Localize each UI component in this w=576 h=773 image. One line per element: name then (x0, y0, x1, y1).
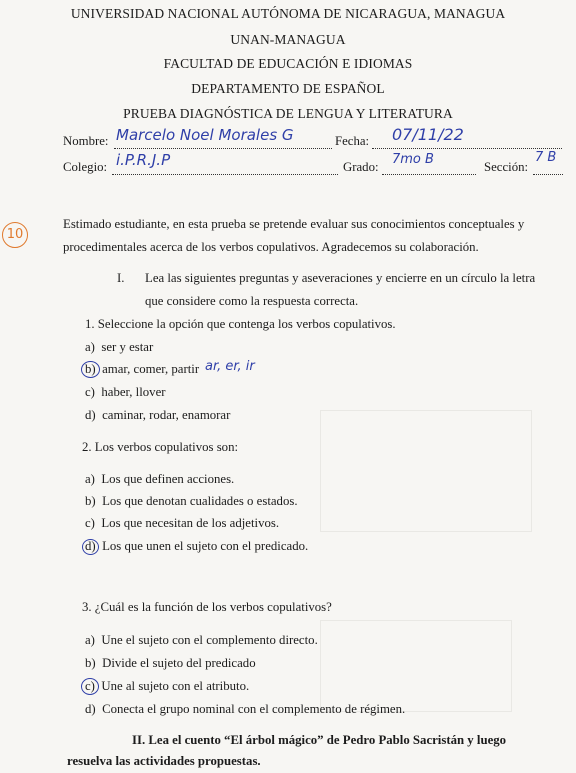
intro-line-2: procedimentales acerca de los verbos copulativos. Agradecemos su colaboración. (63, 240, 479, 254)
q3-option-b[interactable] (85, 656, 256, 671)
nombre-line (114, 148, 332, 149)
grade-mark: 10 (2, 222, 28, 248)
option-text: haber, llover (101, 385, 166, 399)
department-title: DEPARTAMENTO DE ESPAÑOL (191, 81, 385, 96)
option-letter: d) (85, 539, 96, 553)
section-2-line-2: resuelva las actividades propuestas. (67, 754, 261, 768)
option-letter: a) (85, 633, 95, 647)
option-letter: b) (85, 362, 96, 376)
option-text: Divide el sujeto del predicado (102, 656, 256, 670)
fecha-line (372, 148, 562, 149)
grado-line (382, 174, 476, 175)
option-letter: d) (85, 702, 96, 716)
q3-option-c[interactable] (85, 679, 249, 694)
option-text: Los que necesitan de los adjetivos. (101, 516, 280, 530)
section-1-line-2: que considere como la respuesta correcta. (145, 294, 359, 308)
exam-title: PRUEBA DIAGNÓSTICA DE LENGUA Y LITERATURA (123, 106, 453, 121)
option-letter: b) (85, 494, 96, 508)
colegio-value: i.P.R.J.P (116, 151, 171, 169)
nombre-label: Nombre: (63, 134, 109, 148)
section-1-line-1: Lea las siguientes preguntas y aseveraciones y encierre en un círculo la letra (145, 271, 536, 285)
option-letter: d) (85, 408, 96, 422)
q3-option-a[interactable] (85, 633, 318, 648)
option-letter: a) (85, 472, 95, 486)
option-letter: c) (85, 516, 95, 530)
option-text: Los que unen el sujeto con el predicado. (102, 539, 309, 553)
campus-title: UNAN-MANAGUA (230, 32, 346, 47)
colegio-line (112, 174, 338, 175)
nombre-value: Marcelo Noel Morales G (116, 126, 294, 144)
q3-prompt: 3. ¿Cuál es la función de los verbos copulativos? (82, 600, 332, 614)
option-letter: c) (85, 679, 95, 693)
option-text: Los que definen acciones. (101, 472, 235, 486)
bleed-through-box (320, 620, 512, 712)
option-text: Los que denotan cualidades o estados. (102, 494, 298, 508)
bleed-through-box (320, 410, 532, 532)
fecha-value: 07/11/22 (392, 125, 464, 144)
grado-value: 7mo B (392, 152, 434, 167)
colegio-label: Colegio: (63, 160, 108, 174)
q2-option-d[interactable] (85, 539, 308, 554)
seccion-label: Sección: (484, 160, 529, 174)
q1-option-b[interactable] (85, 362, 199, 377)
q2-option-b[interactable] (85, 494, 298, 509)
q2-option-a[interactable] (85, 472, 234, 487)
q1-option-d[interactable] (85, 408, 230, 423)
option-text: Une el sujeto con el complemento directo. (101, 633, 318, 647)
q1-option-c[interactable] (85, 385, 166, 400)
grado-label: Grado: (343, 160, 379, 174)
section-2-line-1: II. Lea el cuento “El árbol mágico” de Pedro Pablo Sacristán y luego (132, 733, 507, 747)
intro-line-1: Estimado estudiante, en esta prueba se pretende evaluar sus conocimientos conceptuales y (63, 217, 525, 231)
option-text: caminar, rodar, enamorar (102, 408, 231, 422)
option-letter: b) (85, 656, 96, 670)
q2-prompt: 2. Los verbos copulativos son: (82, 440, 239, 454)
option-text: Une al sujeto con el atributo. (101, 679, 250, 693)
section-1-number: I. (117, 271, 125, 285)
q3-option-d[interactable] (85, 702, 405, 717)
option-text: ser y estar (101, 340, 154, 354)
q1-handwritten-note: ar, er, ir (205, 359, 255, 374)
option-letter: a) (85, 340, 95, 354)
q1-option-a[interactable] (85, 340, 153, 355)
option-letter: c) (85, 385, 95, 399)
seccion-line (533, 174, 563, 175)
option-text: amar, comer, partir (102, 362, 200, 376)
q2-option-c[interactable] (85, 516, 279, 531)
q1-prompt: 1. Seleccione la opción que contenga los verbos copulativos. (85, 317, 396, 331)
seccion-value: 7 B (535, 150, 557, 165)
fecha-label: Fecha: (335, 134, 370, 148)
option-text: Conecta el grupo nominal con el complemento de régimen. (102, 702, 406, 716)
faculty-title: FACULTAD DE EDUCACIÓN E IDIOMAS (163, 56, 413, 71)
university-title: UNIVERSIDAD NACIONAL AUTÓNOMA DE NICARAGUA, MANAGUA (70, 6, 506, 21)
